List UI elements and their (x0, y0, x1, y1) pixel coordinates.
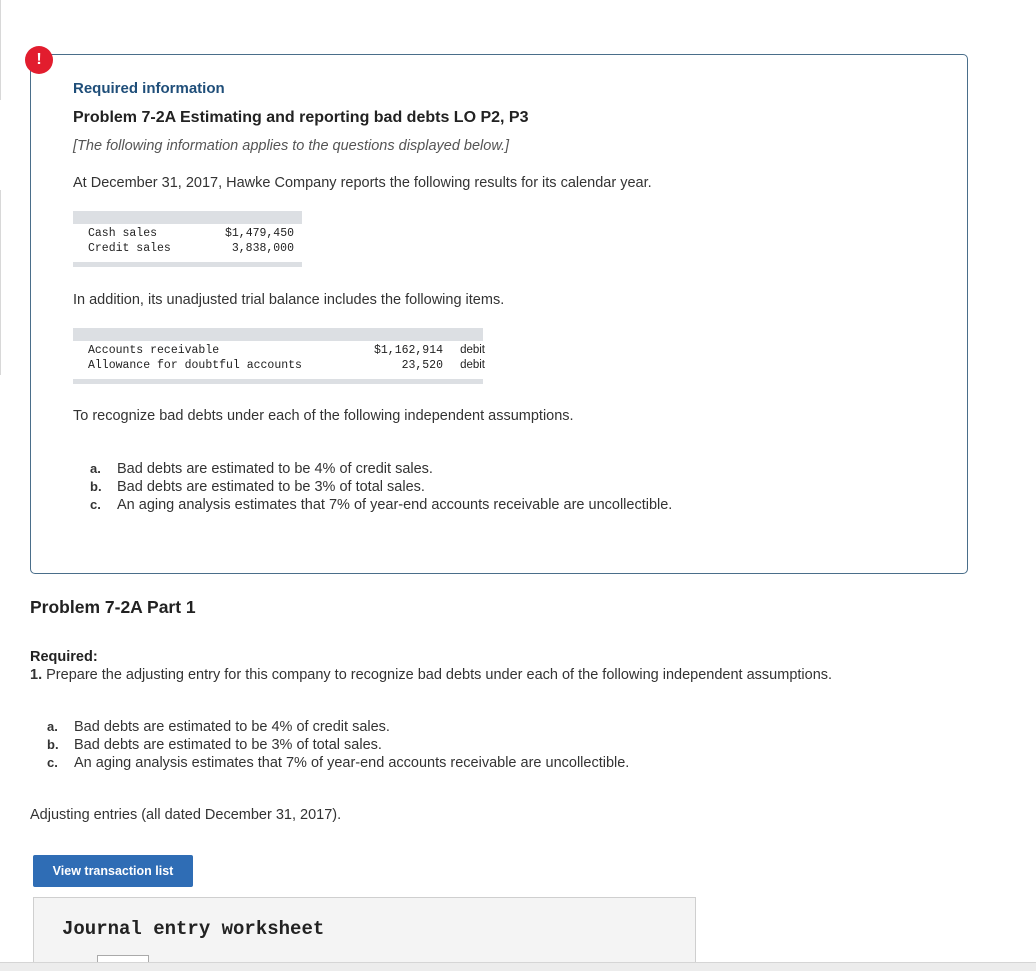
list-letter: a. (90, 461, 101, 476)
sales-table (88, 226, 294, 256)
table-band-bottom (73, 262, 302, 267)
view-transaction-list-button[interactable]: View transaction list (33, 855, 193, 887)
required-label: Required: (30, 649, 98, 665)
addition-text: In addition, its unadjusted trial balance includes the following items. (73, 292, 505, 308)
sales-label: Cash sales (88, 227, 158, 240)
recognize-text: To recognize bad debts under each of the following independent assumptions. (73, 408, 574, 424)
intro-text: At December 31, 2017, Hawke Company reports the following results for its calendar year. (73, 175, 652, 191)
sales-label: Credit sales (88, 242, 171, 255)
list-letter: c. (90, 497, 101, 512)
list-letter: c. (47, 755, 58, 770)
list-letter: a. (47, 719, 58, 734)
list-text: Bad debts are estimated to be 3% of total sales. (117, 479, 425, 495)
list-item (47, 754, 629, 772)
account-side: debit (460, 344, 485, 356)
requirement-text (30, 667, 832, 683)
list-item (90, 496, 672, 514)
table-band-bottom (73, 379, 483, 384)
journal-entry-worksheet (33, 897, 696, 971)
list-text: An aging analysis estimates that 7% of year-end accounts receivable are uncollectible. (74, 755, 630, 771)
sales-value: $1,479,450 (224, 227, 294, 240)
exclamation-icon: ! (25, 46, 53, 74)
list-text: An aging analysis estimates that 7% of year-end accounts receivable are uncollectible. (117, 497, 673, 513)
required-information-heading: Required information (73, 80, 225, 97)
assumption-list (47, 718, 629, 772)
trial-balance-table (88, 343, 485, 373)
sales-value: 3,838,000 (231, 242, 294, 255)
account-label: Allowance for doubtful accounts (88, 359, 302, 372)
list-letter: b. (47, 737, 59, 752)
assumption-list (90, 460, 672, 514)
worksheet-title: Journal entry worksheet (62, 918, 325, 940)
list-text: Bad debts are estimated to be 3% of total sales. (74, 737, 382, 753)
account-value: 23,520 (401, 359, 443, 372)
requirement-body: Prepare the adjusting entry for this company to recognize bad debts under each of the following independent assumptions. (46, 667, 833, 683)
adjusting-entries-text: Adjusting entries (all dated December 31, 2017). (30, 807, 342, 823)
account-value: $1,162,914 (373, 344, 443, 357)
list-item (90, 478, 672, 496)
table-band-top (73, 328, 483, 341)
left-edge-divider (0, 190, 1, 375)
account-label: Accounts receivable (88, 344, 220, 357)
part-title: Problem 7-2A Part 1 (30, 597, 196, 617)
left-edge-divider (0, 0, 1, 100)
horizontal-scrollbar[interactable] (0, 962, 1036, 971)
list-item (47, 718, 629, 736)
list-item (47, 736, 629, 754)
account-side: debit (460, 359, 485, 371)
table-row (88, 358, 485, 373)
list-text: Bad debts are estimated to be 4% of credit sales. (74, 719, 390, 735)
table-row (88, 343, 485, 358)
requirement-number: 1. (30, 667, 43, 683)
table-row (88, 241, 294, 256)
list-item (90, 460, 672, 478)
table-band-top (73, 211, 302, 224)
problem-title: Problem 7-2A Estimating and reporting bad debts LO P2, P3 (73, 109, 529, 126)
applies-note: [The following information applies to the questions displayed below.] (73, 138, 510, 154)
list-text: Bad debts are estimated to be 4% of credit sales. (117, 461, 433, 477)
list-letter: b. (90, 479, 102, 494)
table-row (88, 226, 294, 241)
